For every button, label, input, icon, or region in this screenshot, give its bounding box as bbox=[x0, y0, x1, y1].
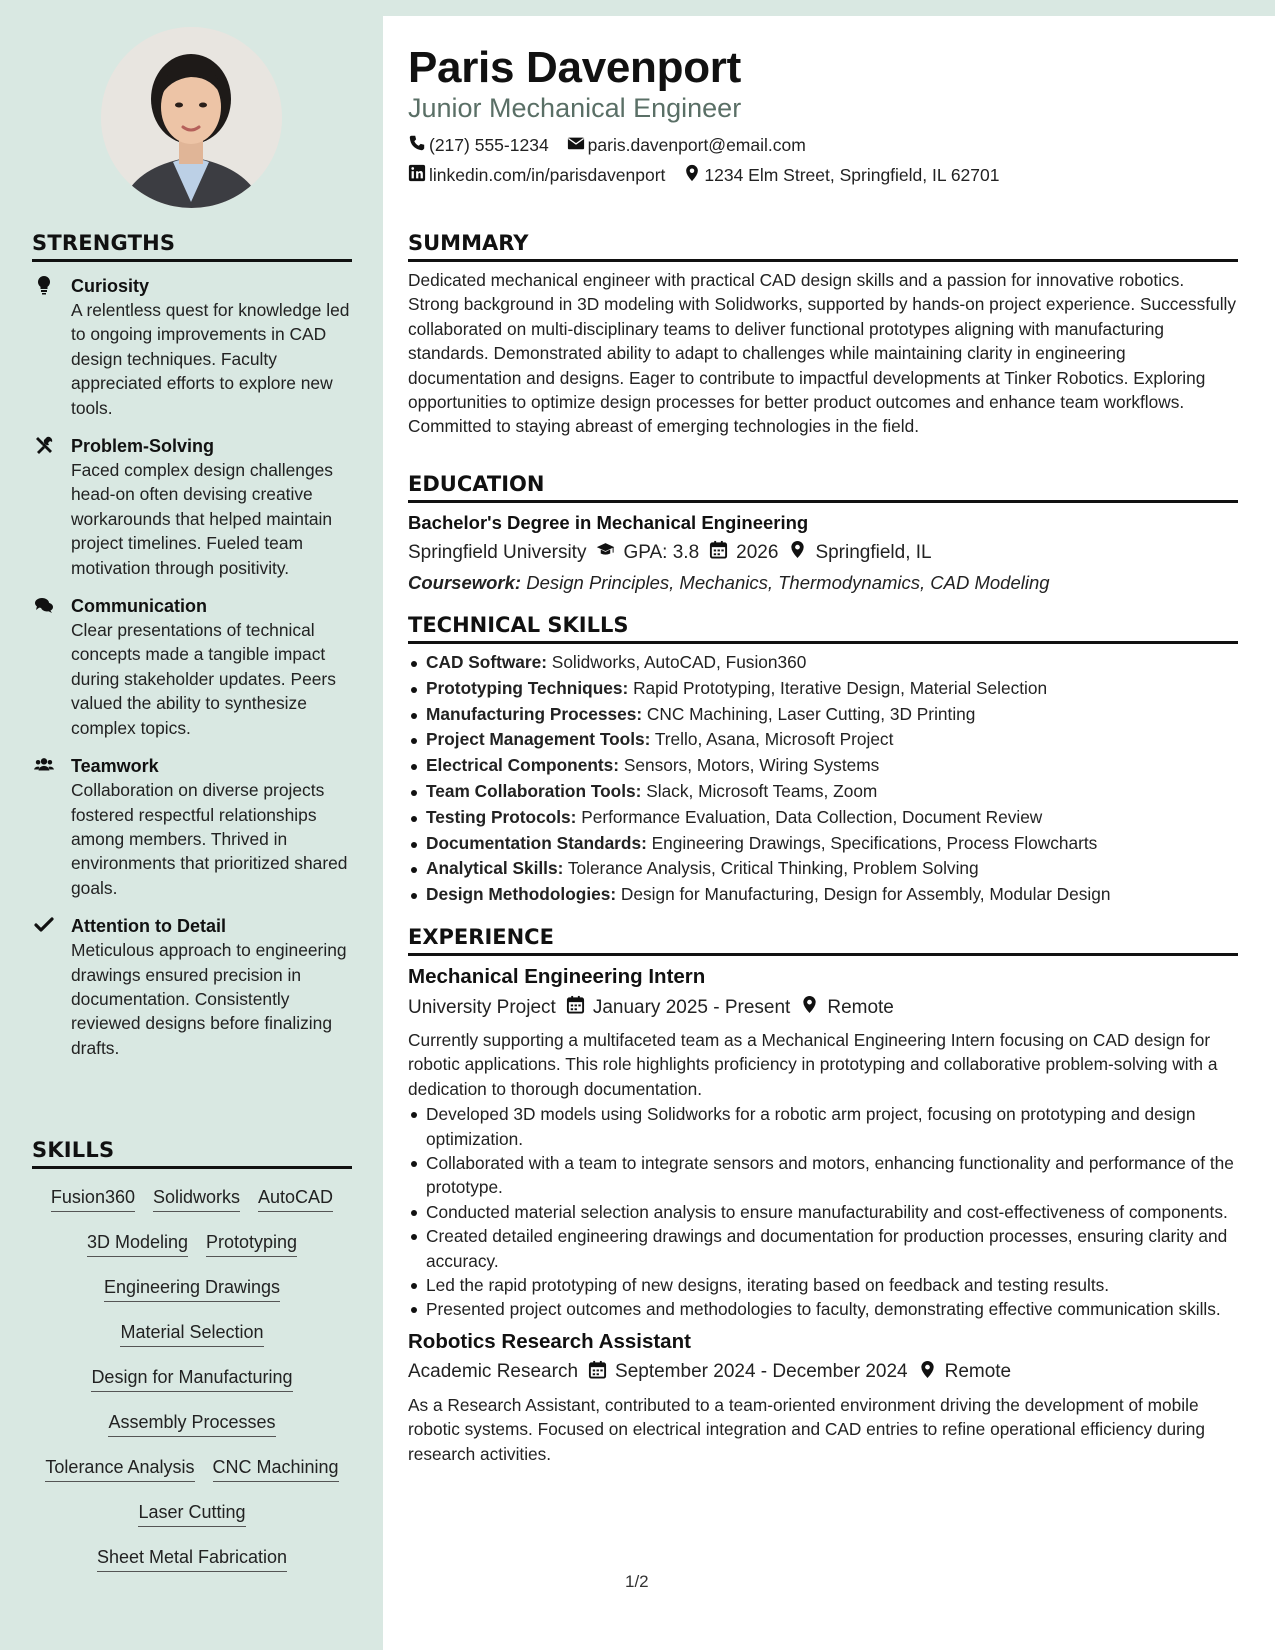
list-item: Collaborated with a team to integrate sensors and motors, enhancing functionality and performance of the prototype. bbox=[408, 1151, 1238, 1200]
skill-label: Documentation Standards: bbox=[426, 832, 647, 853]
skill-value: Engineering Drawings, Specifications, Process Flowcharts bbox=[651, 832, 1098, 853]
list-item bbox=[408, 650, 1238, 676]
map-pin-icon bbox=[800, 995, 827, 1020]
strength-item bbox=[32, 434, 352, 580]
page-number: 1/2 bbox=[625, 1572, 649, 1591]
gpa-text: GPA: 3.8 bbox=[623, 541, 700, 563]
list-item bbox=[408, 779, 1238, 805]
skill-tag: Laser Cutting bbox=[138, 1500, 245, 1527]
job-location bbox=[800, 995, 894, 1020]
strength-item bbox=[32, 914, 352, 1060]
technical-skills-list bbox=[408, 650, 1238, 908]
list-item bbox=[408, 805, 1238, 831]
summary-title: SUMMARY bbox=[408, 231, 1238, 262]
strengths-section bbox=[32, 231, 352, 1060]
job-location-text: Remote bbox=[827, 996, 894, 1018]
skill-value: Design for Manufacturing, Design for Assembly, Modular Design bbox=[620, 884, 1111, 905]
skill-row bbox=[32, 1402, 352, 1447]
linkedin-icon bbox=[408, 164, 429, 187]
skill-tag: Design for Manufacturing bbox=[91, 1365, 292, 1392]
skill-value: Rapid Prototyping, Iterative Design, Material Selection bbox=[633, 677, 1048, 698]
map-pin-icon bbox=[683, 164, 704, 187]
list-item bbox=[408, 727, 1238, 753]
job-location bbox=[918, 1360, 1012, 1385]
email-contact[interactable] bbox=[567, 134, 806, 157]
list-item bbox=[408, 676, 1238, 702]
linkedin-text[interactable]: linkedin.com/in/parisdavenport bbox=[429, 165, 666, 185]
skill-tag: Engineering Drawings bbox=[104, 1275, 280, 1302]
phone-text: (217) 555-1234 bbox=[429, 135, 549, 155]
skill-tag: AutoCAD bbox=[258, 1185, 333, 1212]
map-pin-icon bbox=[788, 540, 815, 565]
strengths-title: STRENGTHS bbox=[32, 231, 352, 262]
location-item bbox=[788, 540, 931, 565]
skill-tag: Assembly Processes bbox=[108, 1410, 275, 1437]
job-meta bbox=[408, 1360, 1238, 1385]
job-desc: As a Research Assistant, contributed to a team-oriented environment driving the development of mobile robotic systems. Focused on electrical integration and CAD entries to refine operational efficiency during research activities. bbox=[408, 1394, 1205, 1464]
skill-value: Sensors, Motors, Wiring Systems bbox=[623, 755, 880, 776]
skill-label: Electrical Components: bbox=[426, 755, 620, 776]
list-item: Created detailed engineering drawings and documentation for production processes, ensuring clarity and accuracy. bbox=[408, 1224, 1238, 1273]
skill-row bbox=[32, 1492, 352, 1537]
skill-row bbox=[32, 1537, 352, 1582]
list-item bbox=[408, 882, 1238, 908]
list-item bbox=[408, 856, 1238, 882]
skills-title: SKILLS bbox=[32, 1138, 352, 1169]
email-text[interactable]: paris.davenport@email.com bbox=[587, 135, 806, 155]
skills-list bbox=[32, 1177, 352, 1582]
address-text: 1234 Elm Street, Springfield, IL 62701 bbox=[704, 165, 1000, 185]
education-section bbox=[408, 472, 1238, 594]
skill-label: Analytical Skills: bbox=[426, 858, 564, 879]
strength-item bbox=[32, 594, 352, 740]
job-dates-text: September 2024 - December 2024 bbox=[615, 1361, 908, 1383]
list-item: Presented project outcomes and methodologies to faculty, demonstrating effective communication skills. bbox=[408, 1297, 1238, 1321]
skill-value: Solidworks, AutoCAD, Fusion360 bbox=[551, 652, 807, 672]
degree-name: Bachelor's Degree in Mechanical Engineering bbox=[408, 512, 809, 533]
skill-label: Project Management Tools: bbox=[426, 729, 651, 750]
strength-item bbox=[32, 274, 352, 420]
skill-tag: Sheet Metal Fabrication bbox=[97, 1545, 287, 1572]
skill-label: Design Methodologies: bbox=[426, 884, 617, 905]
calendar-icon bbox=[709, 540, 736, 565]
skill-label: Team Collaboration Tools: bbox=[426, 780, 642, 801]
skill-tag: Fusion360 bbox=[51, 1185, 135, 1212]
job-org: Academic Research bbox=[408, 1361, 579, 1383]
check-icon bbox=[34, 915, 54, 935]
coursework-text: Design Principles, Mechanics, Thermodynamics, CAD Modeling bbox=[526, 572, 1050, 593]
skill-label: Testing Protocols: bbox=[426, 806, 577, 827]
skill-row bbox=[32, 1267, 352, 1312]
graduation-cap-icon bbox=[596, 540, 623, 565]
skill-tag: CNC Machining bbox=[213, 1455, 339, 1482]
skill-value: Trello, Asana, Microsoft Project bbox=[654, 729, 894, 750]
skill-row bbox=[32, 1222, 352, 1267]
skill-value: Performance Evaluation, Data Collection, Document Review bbox=[581, 806, 1043, 827]
skill-value: Slack, Microsoft Teams, Zoom bbox=[646, 780, 878, 801]
contact-row bbox=[408, 134, 824, 157]
list-item bbox=[408, 702, 1238, 728]
job-bullets bbox=[408, 1102, 1238, 1322]
skill-value: Tolerance Analysis, Critical Thinking, Problem Solving bbox=[567, 858, 979, 879]
strength-desc: Clear presentations of technical concepts made a tangible impact during stakeholder updates. Peers valued the ability to synthesize complex topics. bbox=[71, 620, 336, 738]
technical-skills-section bbox=[408, 613, 1238, 908]
job-title: Robotics Research Assistant bbox=[408, 1329, 691, 1353]
year-text: 2026 bbox=[736, 541, 779, 563]
experience-title: EXPERIENCE bbox=[408, 925, 1238, 956]
skill-value: CNC Machining, Laser Cutting, 3D Printing bbox=[646, 703, 976, 724]
list-item: Conducted material selection analysis to ensure manufacturability and cost-effectiveness of components. bbox=[408, 1200, 1238, 1224]
strength-item bbox=[32, 754, 352, 900]
skill-tag: Tolerance Analysis bbox=[45, 1455, 194, 1482]
main-content bbox=[383, 16, 1275, 1650]
job-dates bbox=[566, 995, 791, 1020]
job-title: Mechanical Engineering Intern bbox=[408, 965, 706, 988]
tools-icon bbox=[34, 435, 54, 455]
strength-desc: Meticulous approach to engineering drawings ensured precision in documentation. Consistently reviewed designs before finalizing drafts. bbox=[71, 940, 347, 1058]
skill-tag: Material Selection bbox=[120, 1320, 263, 1347]
gpa-item bbox=[596, 540, 699, 565]
sidebar bbox=[0, 0, 383, 1650]
strength-title: Teamwork bbox=[71, 756, 159, 777]
skills-section bbox=[32, 1138, 352, 1582]
skill-tag: 3D Modeling bbox=[87, 1230, 188, 1257]
phone-icon bbox=[408, 134, 429, 157]
education-title: EDUCATION bbox=[408, 472, 1238, 503]
technical-skills-title: TECHNICAL SKILLS bbox=[408, 613, 1238, 644]
experience-section bbox=[408, 925, 1238, 1466]
strength-title: Curiosity bbox=[71, 276, 150, 296]
strength-desc: Faced complex design challenges head-on often devising creative workarounds that helped maintain project timelines. Fueled team motivation through positivity. bbox=[71, 460, 333, 578]
job-location-text: Remote bbox=[944, 1361, 1012, 1383]
strength-desc: A relentless quest for knowledge led to ongoing improvements in CAD design techniques. Faculty appreciated efforts to explore new tools. bbox=[71, 300, 350, 418]
list-item bbox=[408, 831, 1238, 857]
comments-icon bbox=[34, 595, 54, 615]
strength-title: Communication bbox=[71, 596, 208, 617]
candidate-name: Paris Davenport bbox=[408, 43, 741, 92]
summary-text: Dedicated mechanical engineer with practical CAD design skills and a passion for innovative robotics. Strong background in 3D modeling with Solidworks, supported by hands-on project experience. Successfully collaborated on multi-disciplinary teams to deliver functional prototypes aligning with manufacturing standards. Demonstrated ability to adapt to challenges while maintaining clarity in engineering documentation and designs. Eager to contribute to impactful developments at Tinker Robotics. Exploring opportunities to optimize design processes for better product outcomes and enhance team workflows. Committed to staying abreast of emerging technologies in the field. bbox=[408, 270, 1237, 437]
map-pin-icon bbox=[918, 1360, 945, 1385]
address-contact bbox=[683, 164, 999, 187]
job-org: University Project bbox=[408, 996, 556, 1018]
coursework-label: Coursework: bbox=[408, 572, 522, 593]
job-dates bbox=[588, 1360, 908, 1385]
strength-title: Attention to Detail bbox=[71, 916, 226, 937]
phone-contact bbox=[408, 134, 549, 157]
education-meta bbox=[408, 540, 1238, 565]
list-item: Led the rapid prototyping of new designs, iterating based on feedback and testing results. bbox=[408, 1273, 1238, 1297]
profile-photo bbox=[101, 27, 282, 208]
candidate-role: Junior Mechanical Engineer bbox=[408, 93, 742, 123]
skill-label: Manufacturing Processes: bbox=[426, 703, 643, 724]
skill-label: CAD Software: bbox=[426, 652, 547, 672]
linkedin-contact[interactable] bbox=[408, 164, 665, 187]
skill-row bbox=[32, 1447, 352, 1492]
job-desc: Currently supporting a multifaceted team as a Mechanical Engineering Intern focusing on CAD design for robotic applications. This role highlights proficiency in prototyping and collaborative problem-solving with a dedication to thorough documentation. bbox=[408, 1030, 1218, 1099]
coursework bbox=[408, 572, 1238, 594]
calendar-icon bbox=[566, 995, 593, 1020]
summary-section bbox=[408, 231, 1238, 439]
lightbulb-icon bbox=[34, 275, 54, 295]
envelope-icon bbox=[567, 134, 588, 157]
contact-row bbox=[408, 164, 1017, 187]
year-item bbox=[709, 540, 778, 565]
skill-row bbox=[32, 1177, 352, 1222]
users-icon bbox=[34, 755, 54, 775]
skill-row bbox=[32, 1312, 352, 1357]
list-item bbox=[408, 753, 1238, 779]
job-dates-text: January 2025 - Present bbox=[592, 996, 791, 1018]
location-text: Springfield, IL bbox=[815, 541, 932, 563]
skill-label: Prototyping Techniques: bbox=[426, 677, 629, 698]
skill-tag: Solidworks bbox=[153, 1185, 240, 1212]
skill-tag: Prototyping bbox=[206, 1230, 297, 1257]
strength-title: Problem-Solving bbox=[71, 436, 215, 457]
skill-row bbox=[32, 1357, 352, 1402]
strength-desc: Collaboration on diverse projects fostered respectful relationships among members. Thrived in environments that prioritized shared goals. bbox=[71, 780, 348, 898]
job-meta bbox=[408, 995, 1238, 1020]
list-item: Developed 3D models using Solidworks for a robotic arm project, focusing on prototyping and design optimization. bbox=[408, 1102, 1238, 1151]
school-name: Springfield University bbox=[408, 541, 587, 563]
calendar-icon bbox=[588, 1360, 615, 1385]
